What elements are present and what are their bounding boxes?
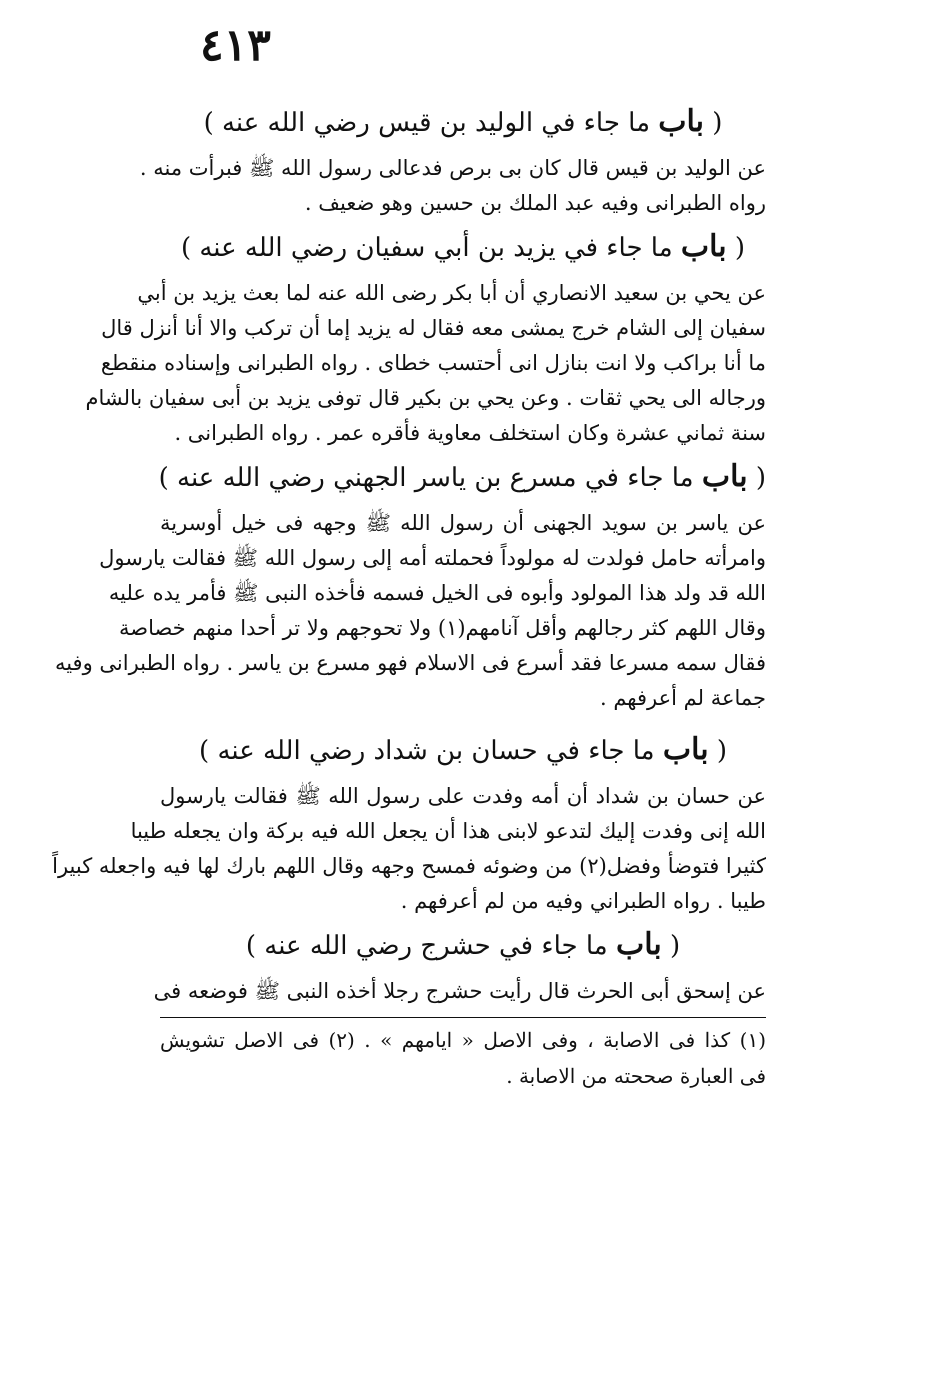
footnotes [160,1022,766,1094]
heading-open-paren: ( [669,931,681,961]
text-line: وامرأته حامل فولدت له مولوداً فحملته أمه إلى رسول الله ﷺ فقالت يارسول [99,546,766,570]
heading-bab: باب [680,229,727,264]
text-line: فقال سمه مسرعا فقد أسرع فى الاسلام فهو مسرع بن ياسر . رواه الطبرانى وفيه [54,651,766,675]
text-line: الله قد ولد هذا المولود وأبوه فى الخيل فسمه فأخذه النبى ﷺ فأمر يده عليه [108,581,766,605]
heading-title: ما جاء في الوليد بن قيس رضي الله عنه [221,108,651,138]
text-line: طيبا . رواه الطبراني وفيه من لم أعرفهم . [400,889,766,913]
heading-open-paren: ( [712,108,723,138]
heading-title: ما جاء في يزيد بن أبي سفيان رضي الله عنه [199,233,673,263]
text-line: عن يحي بن سعيد الانصاري أن أبا بكر رضى الله عنه لما بعث يزيد بن أبي [137,281,766,305]
section-heading [160,455,766,500]
heading-close-paren: ) [203,108,214,138]
page-number: ٤١٣ [200,20,271,71]
text-line: عن حسان بن شداد أن أمه وفدت على رسول الله ﷺ فقالت يارسول [160,784,766,808]
text-line: جماعة لم أعرفهم . [599,686,766,710]
heading-bab: باب [658,104,705,139]
text-line: ورجاله الى يحي ثقات . وعن يحي بن بكير قال توفى يزيد بن أبى سفيان بالشام [85,386,766,410]
text-line: سنة ثماني عشرة وكان استخلف معاوية فأقره عمر . رواه الطبرانى . [174,421,766,445]
text-line: عن ياسر بن سويد الجهنى أن رسول الله ﷺ وجهه فى خيل أوسرية [160,511,766,535]
page-content [52,96,766,1094]
heading-title: ما جاء في حشرج رضي الله عنه [264,931,608,961]
text-line: عن إسحق أبى الحرث قال رأيت حشرج رجلا أخذه النبى ﷺ فوضعه فى [153,979,766,1003]
section-heading [160,225,766,270]
section-heading [160,923,766,968]
footnote-line: فى العبارة صححته من الاصابة . [506,1064,766,1088]
heading-close-paren: ) [180,233,192,263]
heading-open-paren: ( [734,233,746,263]
text-line: وقال اللهم كثر رجالهم وأقل آنامهم(١) ولا تحوجهم ولا تر أحدا منهم خصاصة [118,616,766,640]
text-line: الله إنى وفدت إليك لتدعو لابنى هذا أن يجعل الله فيه بركة وان يجعله طيبا [130,819,766,843]
footnote-line: (١) كذا فى الاصابة ، وفى الاصل « ايامهم » . (٢) فى الاصل تشويش [160,1028,766,1052]
heading-close-paren: ) [199,736,210,766]
text-line: عن الوليد بن قيس قال كان بى برص فدعالى رسول الله ﷺ فبرأت منه . [139,156,766,180]
text-line: سفيان إلى الشام خرج يمشى معه فقال له يزيد إما أن تركب والا أنا أنزل قال [101,316,766,340]
footnote-divider [160,1017,766,1018]
section-heading [160,100,766,145]
text-line: ما أنا براكب ولا انت بنازل انى أحتسب خطاى . رواه الطبرانى وإسناده منقطع [100,351,766,375]
heading-title: ما جاء في مسرع بن ياسر الجهني رضي الله عنه [177,463,694,493]
text-line: كثيرا فتوضأ وفضل(٢) من وضوئه فمسح وجهه وقال اللهم بارك لها فيه واجعله كبيراً [52,854,766,878]
heading-close-paren: ) [245,931,256,961]
heading-title: ما جاء في حسان بن شداد رضي الله عنه [217,736,655,766]
heading-bab: باب [701,459,748,494]
text-line: رواه الطبرانى وفيه عبد الملك بن حسين وهو ضعيف . [304,191,766,215]
heading-bab: باب [662,732,709,767]
heading-open-paren: ( [755,463,766,493]
section-heading [160,728,766,773]
heading-open-paren: ( [716,736,727,766]
heading-close-paren: ) [158,463,169,493]
heading-bab: باب [615,927,662,962]
